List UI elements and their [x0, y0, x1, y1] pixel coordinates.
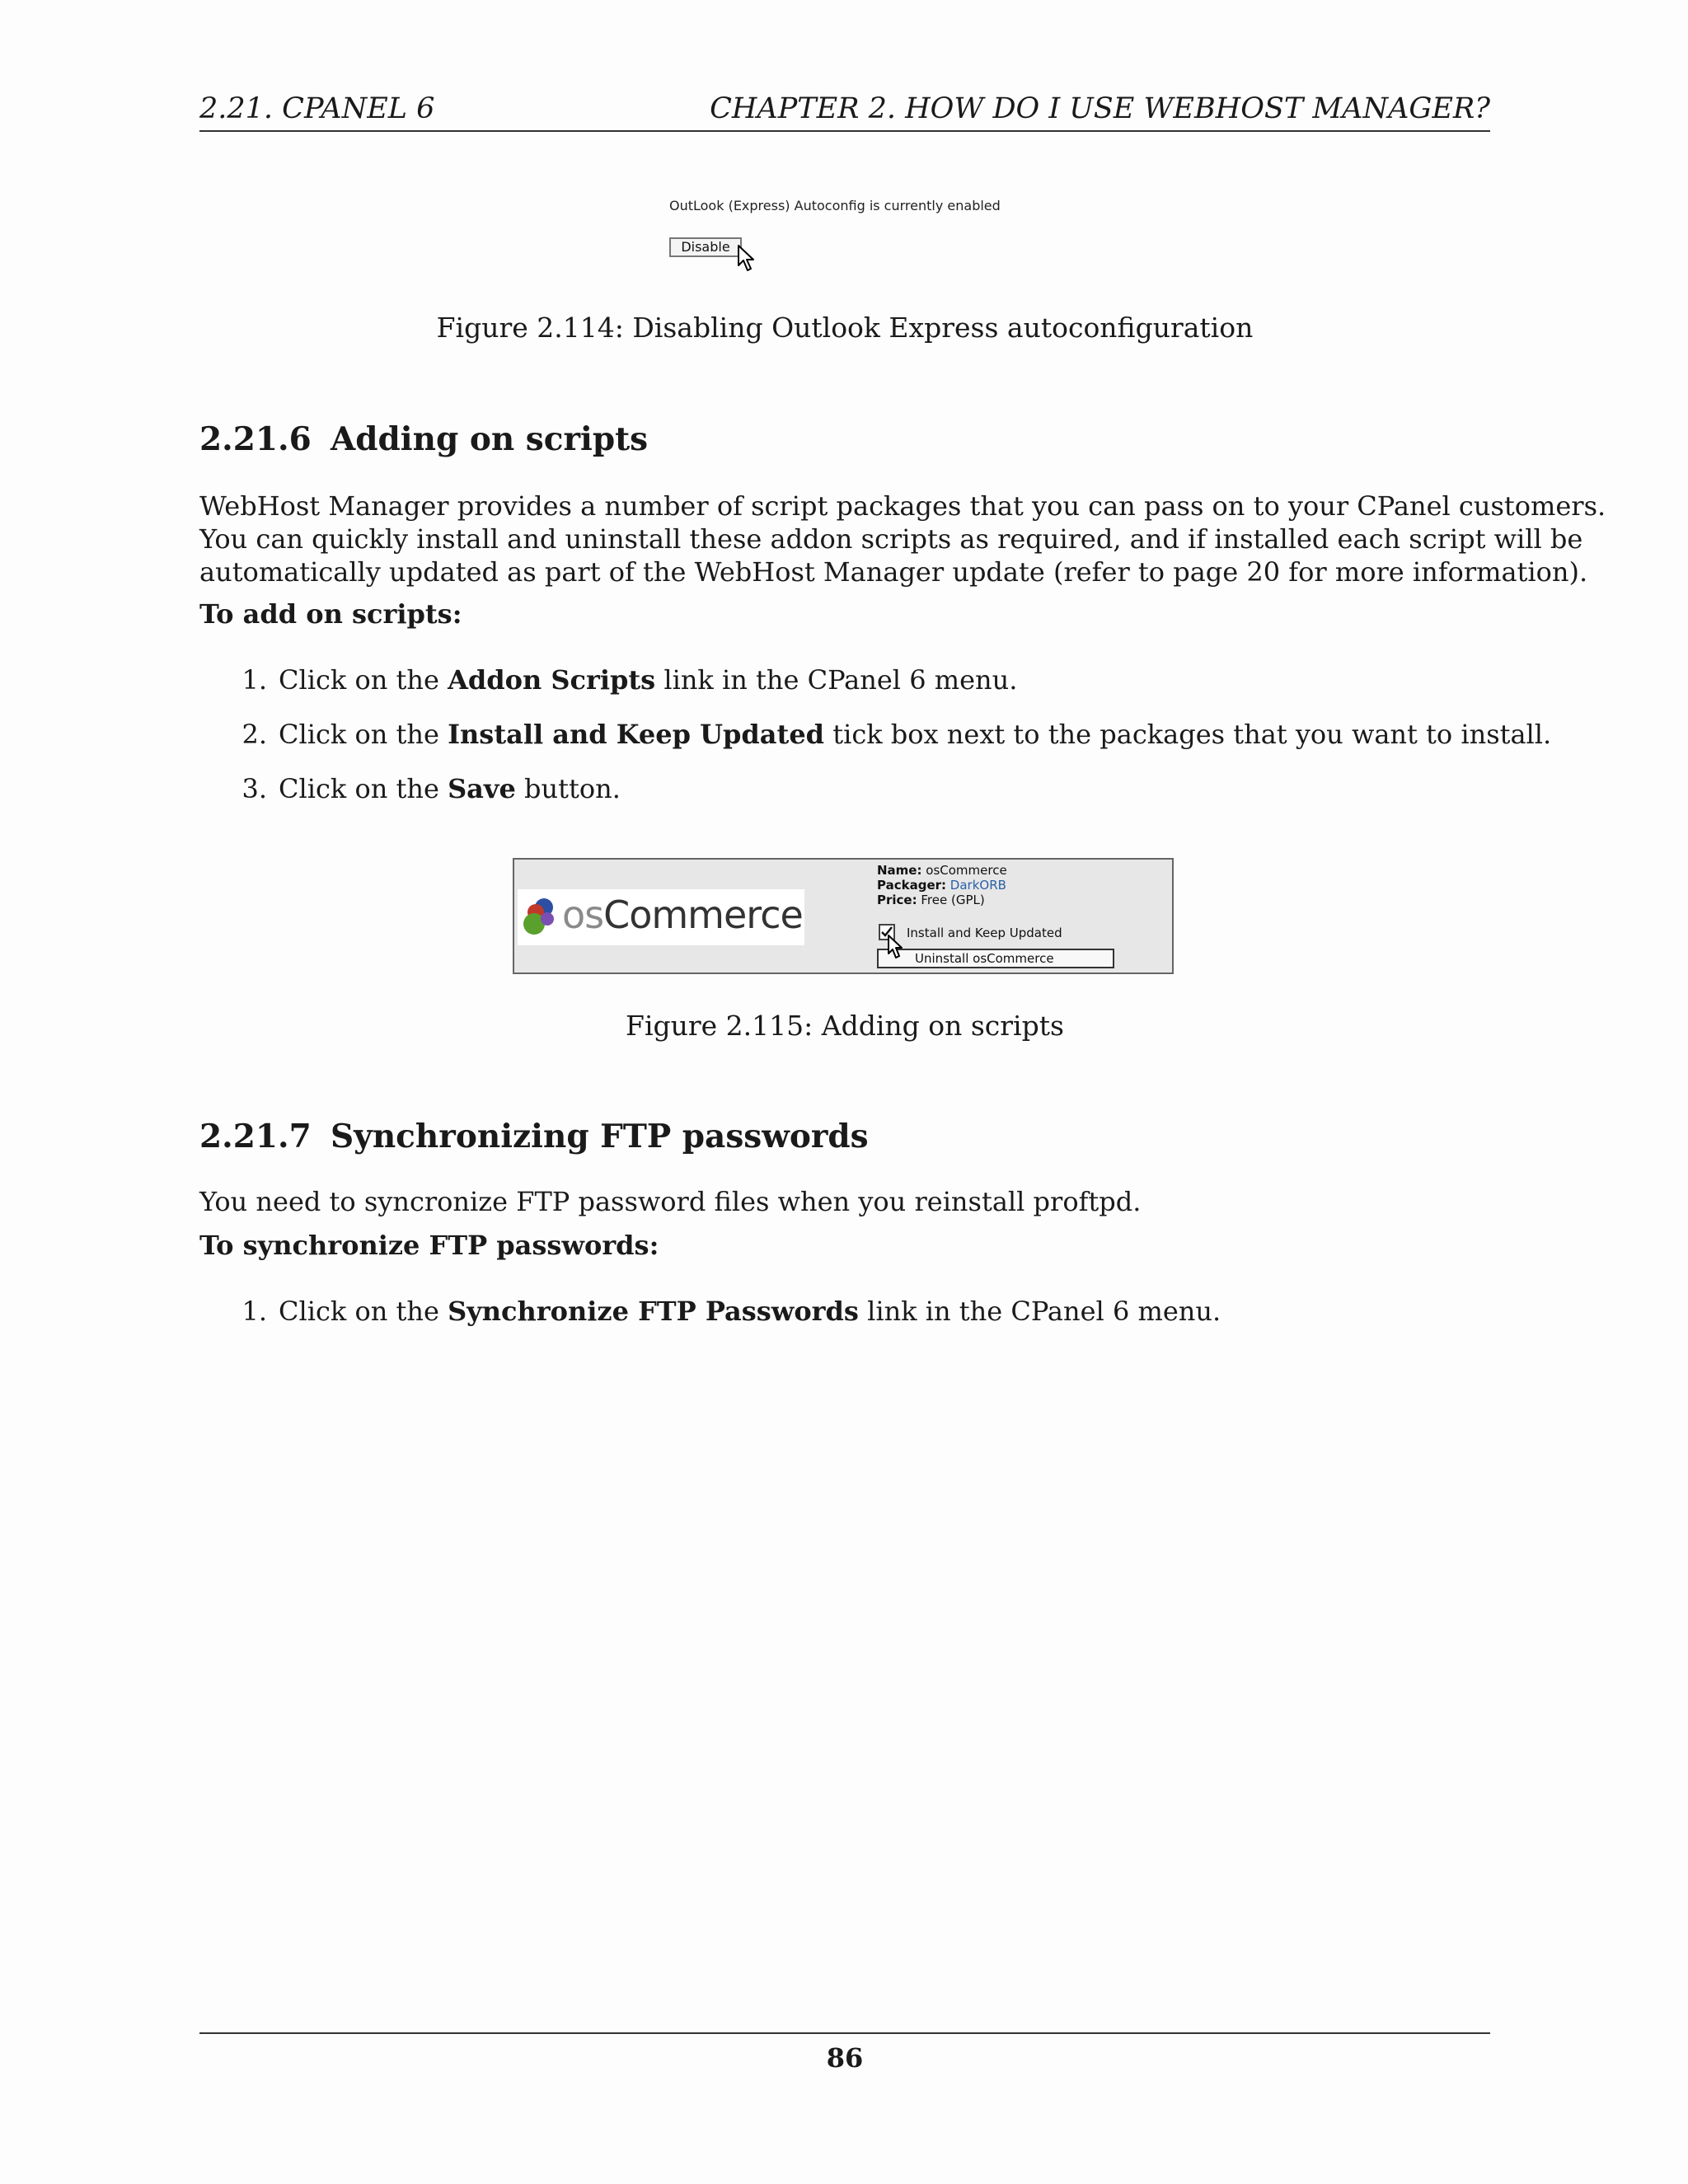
oscommerce-wordmark: osCommerce [562, 893, 803, 937]
list-item-text: Click on the [279, 773, 448, 804]
autoconfig-status-text: OutLook (Express) Autoconfig is currently enabled [669, 198, 1001, 213]
price-value: Free (GPL) [921, 893, 985, 907]
figure-115-screenshot [513, 858, 1174, 974]
paragraph-line: WebHost Manager provides a number of script packages that you can pass on to your CPanel customers. [199, 490, 1606, 522]
price-label: Price: [877, 893, 917, 907]
section-title: Synchronizing FTP passwords [331, 1118, 869, 1155]
list-item-text: button. [515, 773, 621, 804]
name-label: Name: [877, 863, 922, 878]
list-item-text: link in the CPanel 6 menu. [655, 664, 1018, 696]
list-item [199, 773, 621, 804]
list-item-number: 1. [241, 664, 267, 696]
running-header-section: 2.21. CPANEL 6 [199, 92, 435, 125]
install-keep-updated-label: Install and Keep Updated [907, 926, 1062, 940]
figure-115-caption: Figure 2.115: Adding on scripts [626, 1010, 1064, 1042]
list-item-text: Click on the [279, 719, 448, 750]
package-details [877, 863, 1007, 907]
procedure-lead: To synchronize FTP passwords: [199, 1230, 659, 1261]
section-number: 2.21.6 [199, 420, 312, 458]
mouse-pointer-icon [737, 244, 758, 274]
running-header-chapter: CHAPTER 2. HOW DO I USE WEBHOST MANAGER? [710, 92, 1490, 125]
section-number: 2.21.7 [199, 1118, 312, 1155]
oscommerce-spheres-icon [523, 896, 562, 940]
ui-term: Synchronize FTP Passwords [448, 1296, 859, 1327]
list-item [199, 1296, 1221, 1327]
list-item-text: Click on the [279, 1296, 448, 1327]
ui-term: Save [448, 773, 516, 804]
running-header [199, 92, 1490, 132]
paragraph-line: You need to syncronize FTP password files when you reinstall proftpd. [199, 1186, 1142, 1217]
page-number: 86 [826, 2042, 864, 2074]
figure-114-screenshot [666, 194, 1045, 285]
paragraph-line: You can quickly install and uninstall these addon scripts as required, and if installed each script will be [199, 523, 1583, 555]
list-item-number: 2. [241, 719, 267, 750]
procedure-lead: To add on scripts: [199, 598, 462, 630]
section-heading-2216 [199, 420, 648, 458]
list-item-text: link in the CPanel 6 menu. [858, 1296, 1221, 1327]
figure-114-caption: Figure 2.114: Disabling Outlook Express autoconfiguration [436, 312, 1254, 344]
addon-scripts-paragraph [199, 490, 1606, 588]
ftp-paragraph [199, 1185, 1490, 1218]
uninstall-button[interactable]: Uninstall osCommerce [877, 949, 1114, 968]
list-item-number: 1. [241, 1296, 267, 1327]
section-title: Adding on scripts [331, 420, 649, 458]
footer-rule [199, 2032, 1490, 2034]
oscommerce-logo [518, 889, 804, 945]
packager-link[interactable]: DarkORB [950, 878, 1006, 893]
list-item [199, 719, 1551, 750]
mouse-pointer-icon [887, 934, 905, 960]
disable-button[interactable]: Disable [669, 237, 742, 257]
section-heading-2217 [199, 1118, 869, 1155]
packager-label: Packager: [877, 878, 947, 893]
ui-term: Install and Keep Updated [448, 719, 825, 750]
list-item-text: tick box next to the packages that you want to install. [824, 719, 1552, 750]
list-item-text: Click on the [279, 664, 448, 696]
name-value: osCommerce [926, 863, 1007, 878]
ui-term: Addon Scripts [448, 664, 656, 696]
paragraph-line: automatically updated as part of the WebHost Manager update (refer to page 20 for more information). [199, 556, 1588, 588]
list-item-number: 3. [241, 773, 267, 804]
list-item [199, 664, 1017, 696]
